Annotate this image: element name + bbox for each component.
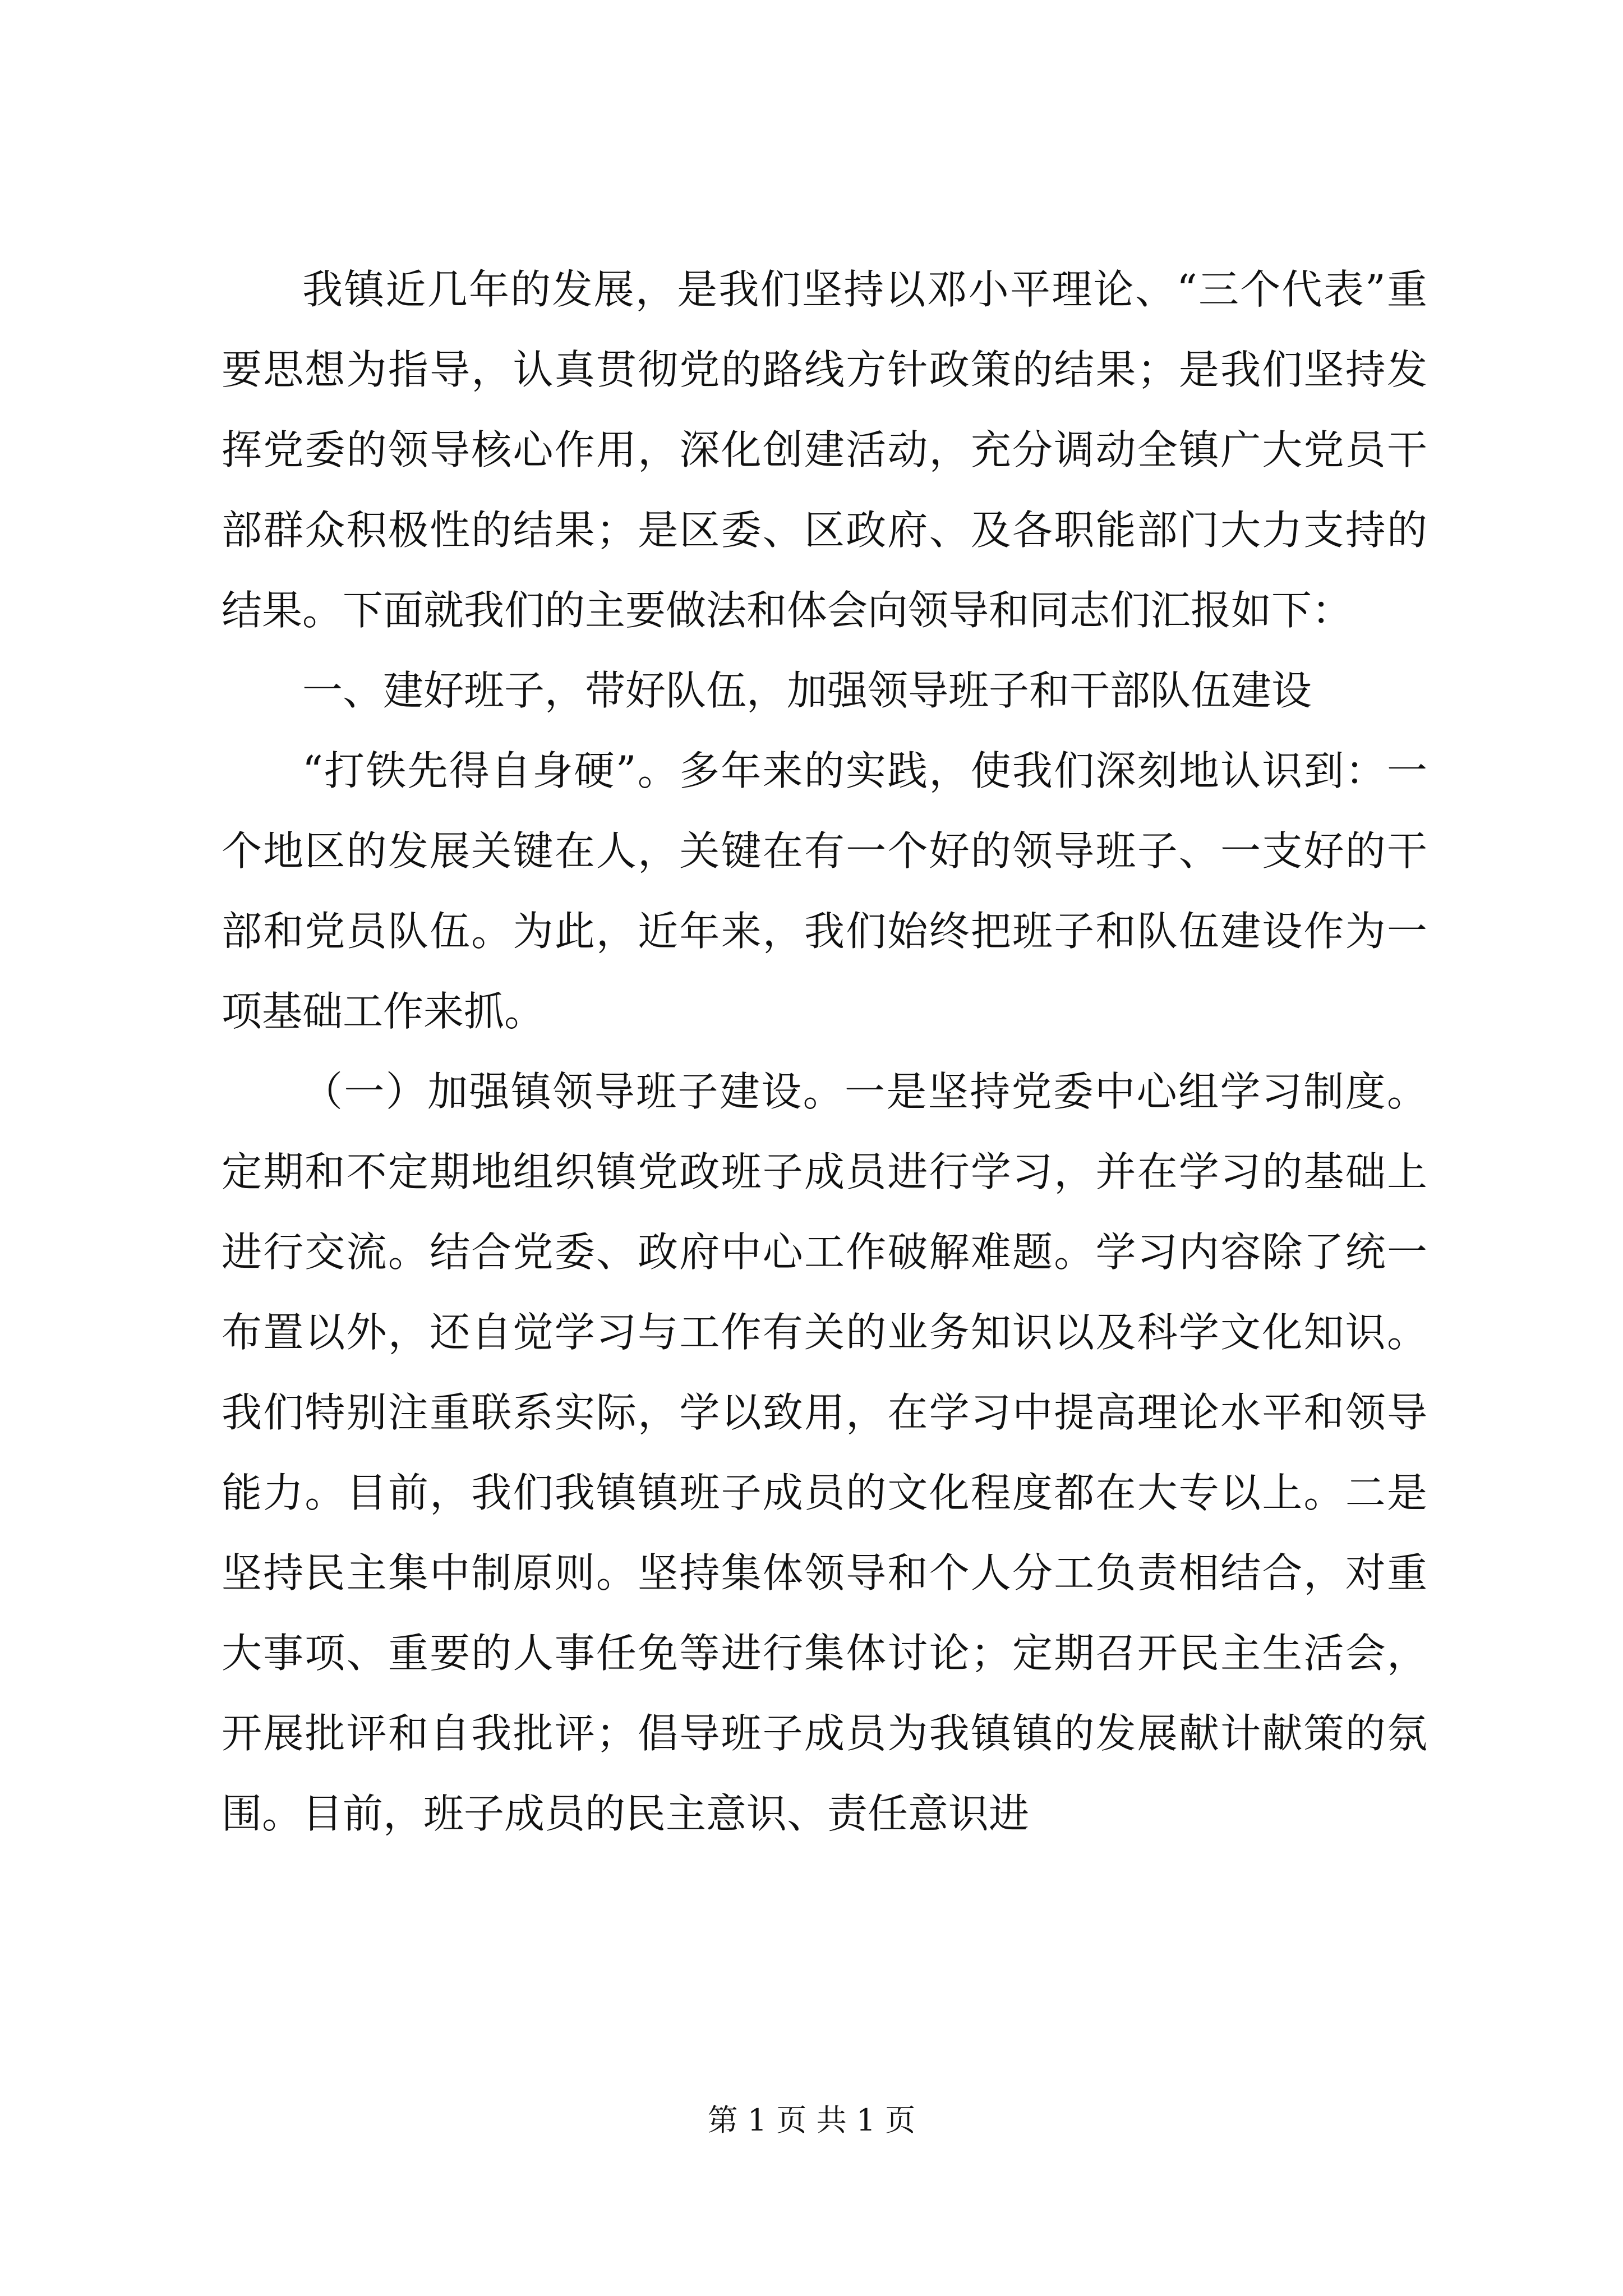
paragraph-intro: 我镇近几年的发展，是我们坚持以邓小平理论、“三个代表”重要思想为指导，认真贯彻党的路线方针政策的结果；是我们坚持发挥党委的领导核心作用，深化创建活动，充分调动全镇广大党员干部群众积极性的结果；是区委、区政府、及各职能部门大力支持的结果。下面就我们的主要做法和体会向领导和同志们汇报如下： <box>222 266 1427 634</box>
paragraph-subsection-1: （一）加强镇领导班子建设。一是坚持党委中心组学习制度。定期和不定期地组织镇党政班子成员进行学习，并在学习的基础上进行交流。结合党委、政府中心工作破解难题。学习内容除了统一布置以外，还自觉学习与工作有关的业务知识以及科学文化知识。我们特别注重联系实际，学以致用，在学习中提高理论水平和领导能力。目前，我们我镇镇班子成员的文化程度都在大专以上。二是坚持民主集中制原则。坚持集体领导和个人分工负责相结合，对重大事项、重要的人事任免等进行集体讨论；定期召开民主生活会，开展批评和自我批评；倡导班子成员为我镇镇的发展献计献策的氛围。目前，班子成员的民主意识、责任意识进 <box>222 1068 1427 1837</box>
page-footer: 第 1 页 共 1 页 <box>707 2102 916 2138</box>
document-body <box>222 250 1427 1854</box>
paragraph-section-1-intro: “打铁先得自身硬”。多年来的实践，使我们深刻地认识到：一个地区的发展关键在人，关键在有一个好的领导班子、一支好的干部和党员队伍。为此，近年来，我们始终把班子和队伍建设作为一项基础工作来抓。 <box>222 747 1427 1035</box>
section-heading-1: 一、建好班子，带好队伍，加强领导班子和干部队伍建设 <box>302 667 1312 714</box>
